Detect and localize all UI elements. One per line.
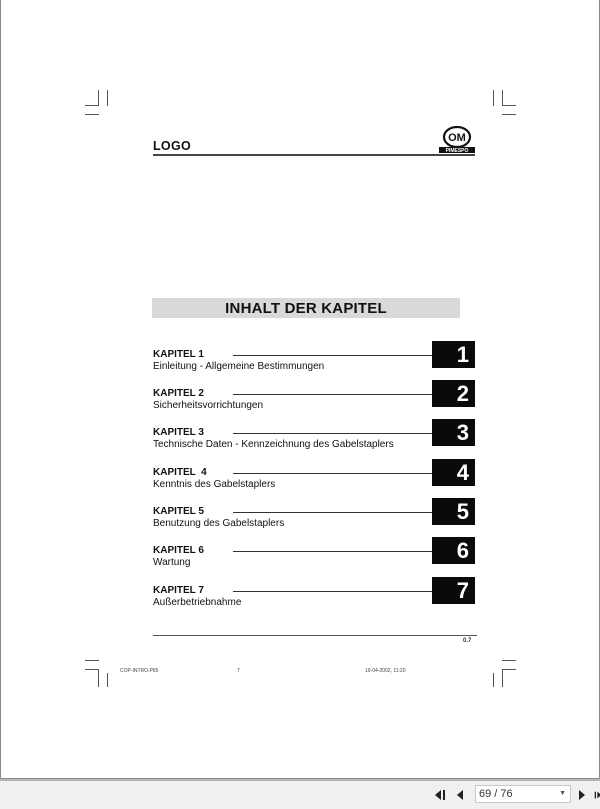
brand-logo (437, 126, 477, 154)
page-selector[interactable] (475, 785, 571, 803)
slug-page: 7 (237, 668, 240, 674)
chapter-number-tab: 2 (432, 380, 475, 407)
leader-line (233, 433, 433, 434)
chapter-label: KAPITEL 2 (153, 388, 204, 399)
chapter-number-tab: 1 (432, 341, 475, 368)
toc-title: INHALT DER KAPITEL (152, 298, 460, 318)
chapter-entry-3 (153, 420, 477, 457)
skip-forward-icon (594, 790, 600, 800)
leader-line (233, 591, 433, 592)
page-number: 0.7 (463, 638, 472, 644)
chapter-entry-4 (153, 460, 477, 497)
crop-mark (85, 105, 99, 106)
crop-mark (107, 90, 108, 106)
crop-mark (502, 669, 516, 670)
crop-mark (98, 90, 99, 106)
chapter-description: Einleitung - Allgemeine Bestimmungen (153, 361, 325, 372)
chapter-number-tab: 3 (432, 419, 475, 446)
crop-mark (502, 669, 503, 687)
leader-line (233, 512, 433, 513)
svg-text:OM: OM (448, 132, 466, 144)
chapter-description: Benutzung des Gabelstaplers (153, 518, 285, 529)
chapter-description: Kenntnis des Gabelstaplers (153, 479, 276, 490)
leader-line (233, 551, 433, 552)
chapter-number-tab: 6 (432, 537, 475, 564)
chapter-description: Technische Daten - Kennzeichnung des Gabelstaplers (153, 439, 394, 450)
triangle-right-icon (579, 790, 586, 800)
chapter-entry-6 (153, 538, 477, 575)
header-rule (153, 154, 475, 156)
skip-back-icon (434, 790, 446, 800)
chevron-down-icon: ▼ (559, 790, 566, 797)
previous-page-button[interactable] (454, 786, 466, 804)
last-page-button[interactable] (594, 786, 600, 804)
slug-datetime: 19-04-2002, 11:20 (365, 668, 406, 674)
crop-mark (98, 669, 99, 687)
chapter-entry-5 (153, 499, 477, 536)
viewer-toolbar (0, 779, 600, 809)
chapter-label: KAPITEL 3 (153, 427, 204, 438)
chapter-label: KAPITEL 7 (153, 585, 204, 596)
leader-line (233, 394, 433, 395)
chapter-description: Sicherheitsvorrichtungen (153, 400, 264, 411)
chapter-entry-7 (153, 578, 477, 615)
crop-mark (493, 673, 494, 687)
crop-mark (107, 673, 108, 687)
svg-text:PIMESPO: PIMESPO (445, 148, 469, 154)
leader-line (233, 355, 433, 356)
crop-mark (85, 660, 99, 661)
chapter-label: KAPITEL 6 (153, 545, 204, 556)
chapter-label: KAPITEL 4 (153, 467, 207, 478)
crop-mark (85, 669, 99, 670)
next-page-button[interactable] (576, 786, 588, 804)
om-logo-icon (437, 126, 477, 154)
crop-mark (85, 114, 99, 115)
chapter-label: KAPITEL 1 (153, 349, 204, 360)
crop-mark (493, 90, 494, 106)
chapter-label: KAPITEL 5 (153, 506, 204, 517)
chapter-entry-2 (153, 381, 477, 418)
crop-mark (502, 90, 503, 106)
first-page-button[interactable] (432, 786, 448, 804)
chapter-entry-1 (153, 342, 477, 379)
leader-line (233, 473, 433, 474)
chapter-number-tab: 7 (432, 577, 475, 604)
chapter-description: Wartung (153, 557, 191, 568)
footer-rule (153, 635, 477, 636)
chapter-number-tab: 5 (432, 498, 475, 525)
triangle-left-icon (457, 790, 464, 800)
crop-mark (502, 114, 516, 115)
chapter-description: Außerbetriebnahme (153, 597, 242, 608)
logo-placeholder-text: LOGO (153, 139, 192, 153)
chapter-number-tab: 4 (432, 459, 475, 486)
crop-mark (502, 660, 516, 661)
crop-mark (502, 105, 516, 106)
page-indicator: 69 / 76 (479, 788, 513, 800)
slug-filename: COP-INTRO.P65 (120, 668, 159, 674)
